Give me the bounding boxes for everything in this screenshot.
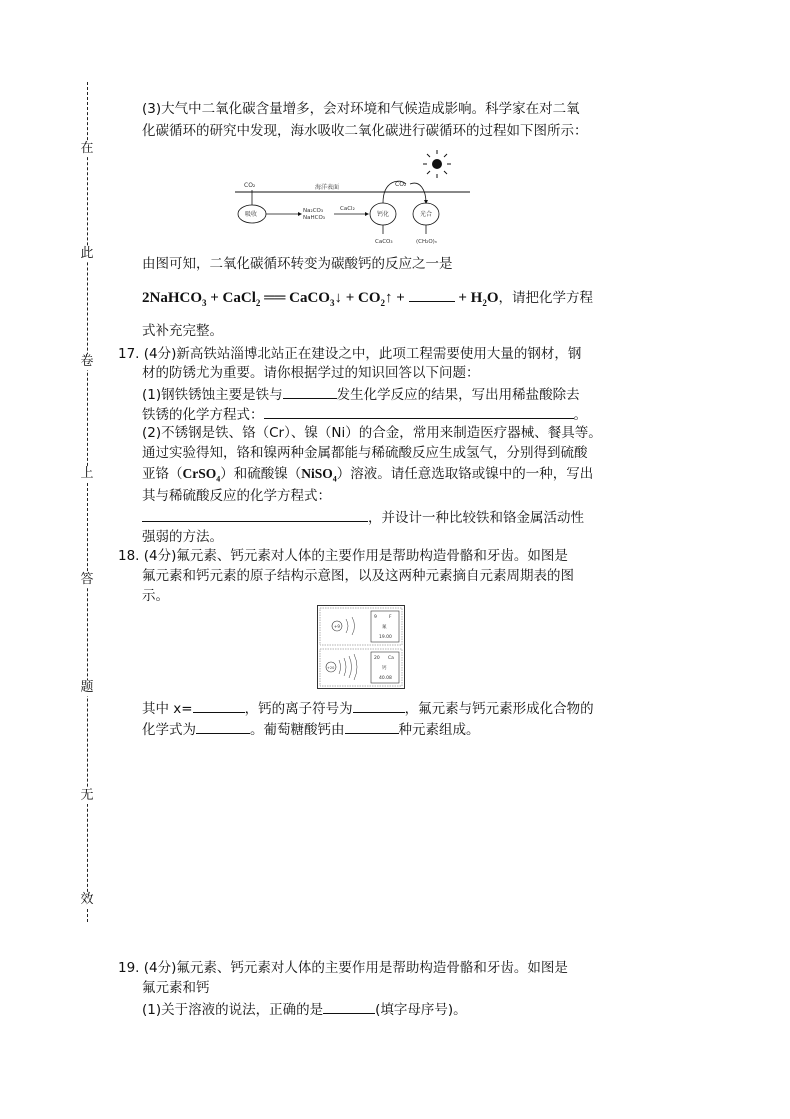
cacl2-label: CaCl₂	[340, 206, 355, 212]
ca-atomic-number: 20	[374, 656, 380, 661]
q17-p1-text-b: 发生化学反应的结果，写出用稀盐酸除去	[336, 387, 580, 403]
svg-text:+20: +20	[327, 666, 335, 670]
q16-eq-tail: ，请把化学方程	[498, 290, 593, 306]
q18-ans-text-c: ，氟元素与钙元素形成化合物的	[404, 701, 594, 717]
calcify-label: 钙化	[377, 211, 390, 218]
f-symbol: F	[389, 615, 392, 620]
margin-char: 无	[78, 788, 96, 804]
f-atomic-number: 9	[374, 615, 377, 620]
margin-char: 卷	[78, 354, 96, 370]
f-mass: 19.00	[379, 635, 392, 640]
q18-blank-count[interactable]	[345, 719, 399, 734]
svg-text:+9: +9	[334, 624, 340, 629]
ca-name: 钙	[382, 666, 387, 671]
q18-blank-formula[interactable]	[196, 719, 250, 734]
q18-ans2-text-a: 化学式为	[142, 722, 196, 738]
q17-p2-line3	[142, 465, 593, 489]
caco3-label: CaCO₃	[375, 239, 393, 245]
q17-p1-line1	[142, 384, 580, 404]
q18-ans-text-b: ，钙的离子符号为	[244, 701, 353, 717]
q17-p2-text-b: ）和硫酸镍（	[220, 466, 302, 482]
ch2o-label: (CH₂O)ₙ	[416, 239, 437, 245]
q17-line1: 17. (4分)新高铁站淄博北站正在建设之中，此项工程需要使用大量的钢材，钢	[118, 346, 582, 362]
carbon-cycle-diagram	[230, 150, 480, 250]
q19-blank[interactable]	[323, 999, 375, 1014]
q18-answer-line1	[142, 698, 594, 718]
q19-text-a: (1)关于溶液的说法，正确的是	[142, 1002, 324, 1018]
sea-surface-label: 海洋表面	[315, 184, 340, 191]
q17-p2-line4: 其与稀硫酸反应的化学方程式：	[142, 488, 331, 504]
q16-p3-line2: 化碳循环的研究中发现，海水吸收二氧化碳进行碳循环的过程如下图所示：	[142, 123, 588, 139]
q17-p1-end: 。	[573, 407, 587, 423]
q17-blank-3[interactable]	[142, 507, 368, 522]
photosynthesis-label: 光合	[420, 211, 433, 218]
q17-p2-text-c: ）溶液。请任意选取铬或镍中的一种，写出	[336, 466, 594, 482]
co2-left-label: CO₂	[244, 182, 256, 189]
q16-complete: 式补充完整。	[142, 323, 223, 339]
q17-p1-line2	[142, 404, 587, 424]
q19-line1: 19. (4分)氟元素、钙元素对人体的主要作用是帮助构造骨骼和牙齿。如图是	[118, 960, 568, 976]
q18-answer-line2	[142, 719, 480, 739]
margin-char: 上	[78, 466, 96, 482]
q18-line1: 18. (4分)氟元素、钙元素对人体的主要作用是帮助构造骨骼和牙齿。如图是	[118, 548, 568, 564]
f-name: 氟	[382, 625, 387, 630]
q18-line3: 示。	[142, 588, 169, 604]
nahco3-label: NaHCO₃	[303, 215, 325, 221]
crso4-formula: CrSO$_4$	[182, 466, 221, 484]
q16-from-figure: 由图可知，二氧化碳循环转变为碳酸钙的反应之一是	[142, 256, 453, 272]
na2co3-label: Na₂CO₃	[303, 208, 324, 214]
ca-symbol: Ca	[388, 656, 394, 661]
margin-char: 此	[78, 246, 96, 262]
margin-char: 效	[78, 892, 96, 908]
co2-right-label: CO₂	[395, 181, 407, 188]
margin-char: 在	[78, 141, 96, 157]
q18-ans2-text-c: 种元素组成。	[398, 722, 480, 738]
ca-mass: 40.08	[379, 676, 392, 681]
q17-p2-line2: 通过实验得知，铬和镍两种金属都能与稀硫酸反应生成氢气，分别得到硫酸	[142, 445, 588, 461]
sun-icon	[423, 150, 451, 178]
q17-blank-1[interactable]	[283, 384, 337, 399]
q17-p2-text-e: ，并设计一种比较铁和铬金属活动性	[368, 510, 584, 526]
margin-char: 答	[78, 572, 96, 588]
q18-blank-ion[interactable]	[353, 698, 405, 713]
q18-ans-text-a: 其中 x=	[142, 701, 193, 717]
q16-equation: 2NaHCO$_3$ + CaCl$_2$ ══ CaCO$_3$↓ + $CO_2↑$ + + $H_2O$，请把化学方程	[142, 287, 593, 313]
q17-blank-2[interactable]	[264, 404, 574, 419]
q17-p1-text-a: (1)钢铁锈蚀主要是铁与	[142, 387, 283, 403]
niso4-formula: NiSO$_4$	[301, 466, 337, 484]
q17-p2-text-a: 亚铬（	[142, 466, 183, 482]
q19-text-b: (填字母序号)。	[375, 1002, 467, 1018]
q17-p2-line5	[142, 507, 584, 527]
absorb-label: 吸收	[245, 211, 258, 218]
atom-structure-figure	[317, 605, 405, 689]
q19-line2: 氟元素和钙	[142, 980, 210, 996]
q19-line3	[142, 999, 467, 1019]
q17-line2: 材的防锈尤为重要。请你根据学过的知识回答以下问题：	[142, 365, 480, 381]
q17-p1-text-c: 铁锈的化学方程式：	[142, 407, 264, 423]
q18-blank-x[interactable]	[193, 698, 245, 713]
q17-p2-line1: (2)不锈钢是铁、铬（Cr）、镍（Ni）的合金，常用来制造医疗器械、餐具等。	[142, 425, 602, 441]
q16-p3-line1: (3)大气中二氧化碳含量增多，会对环境和气候造成影响。科学家在对二氧	[142, 101, 580, 117]
q18-ans2-text-b: 。葡萄糖酸钙由	[250, 722, 345, 738]
equation-blank[interactable]	[409, 287, 455, 302]
q18-line2: 氟元素和钙元素的原子结构示意图，以及这两种元素摘自元素周期表的图	[142, 568, 574, 584]
q17-p2-line6: 强弱的方法。	[142, 529, 223, 545]
margin-char: 题	[78, 680, 96, 696]
